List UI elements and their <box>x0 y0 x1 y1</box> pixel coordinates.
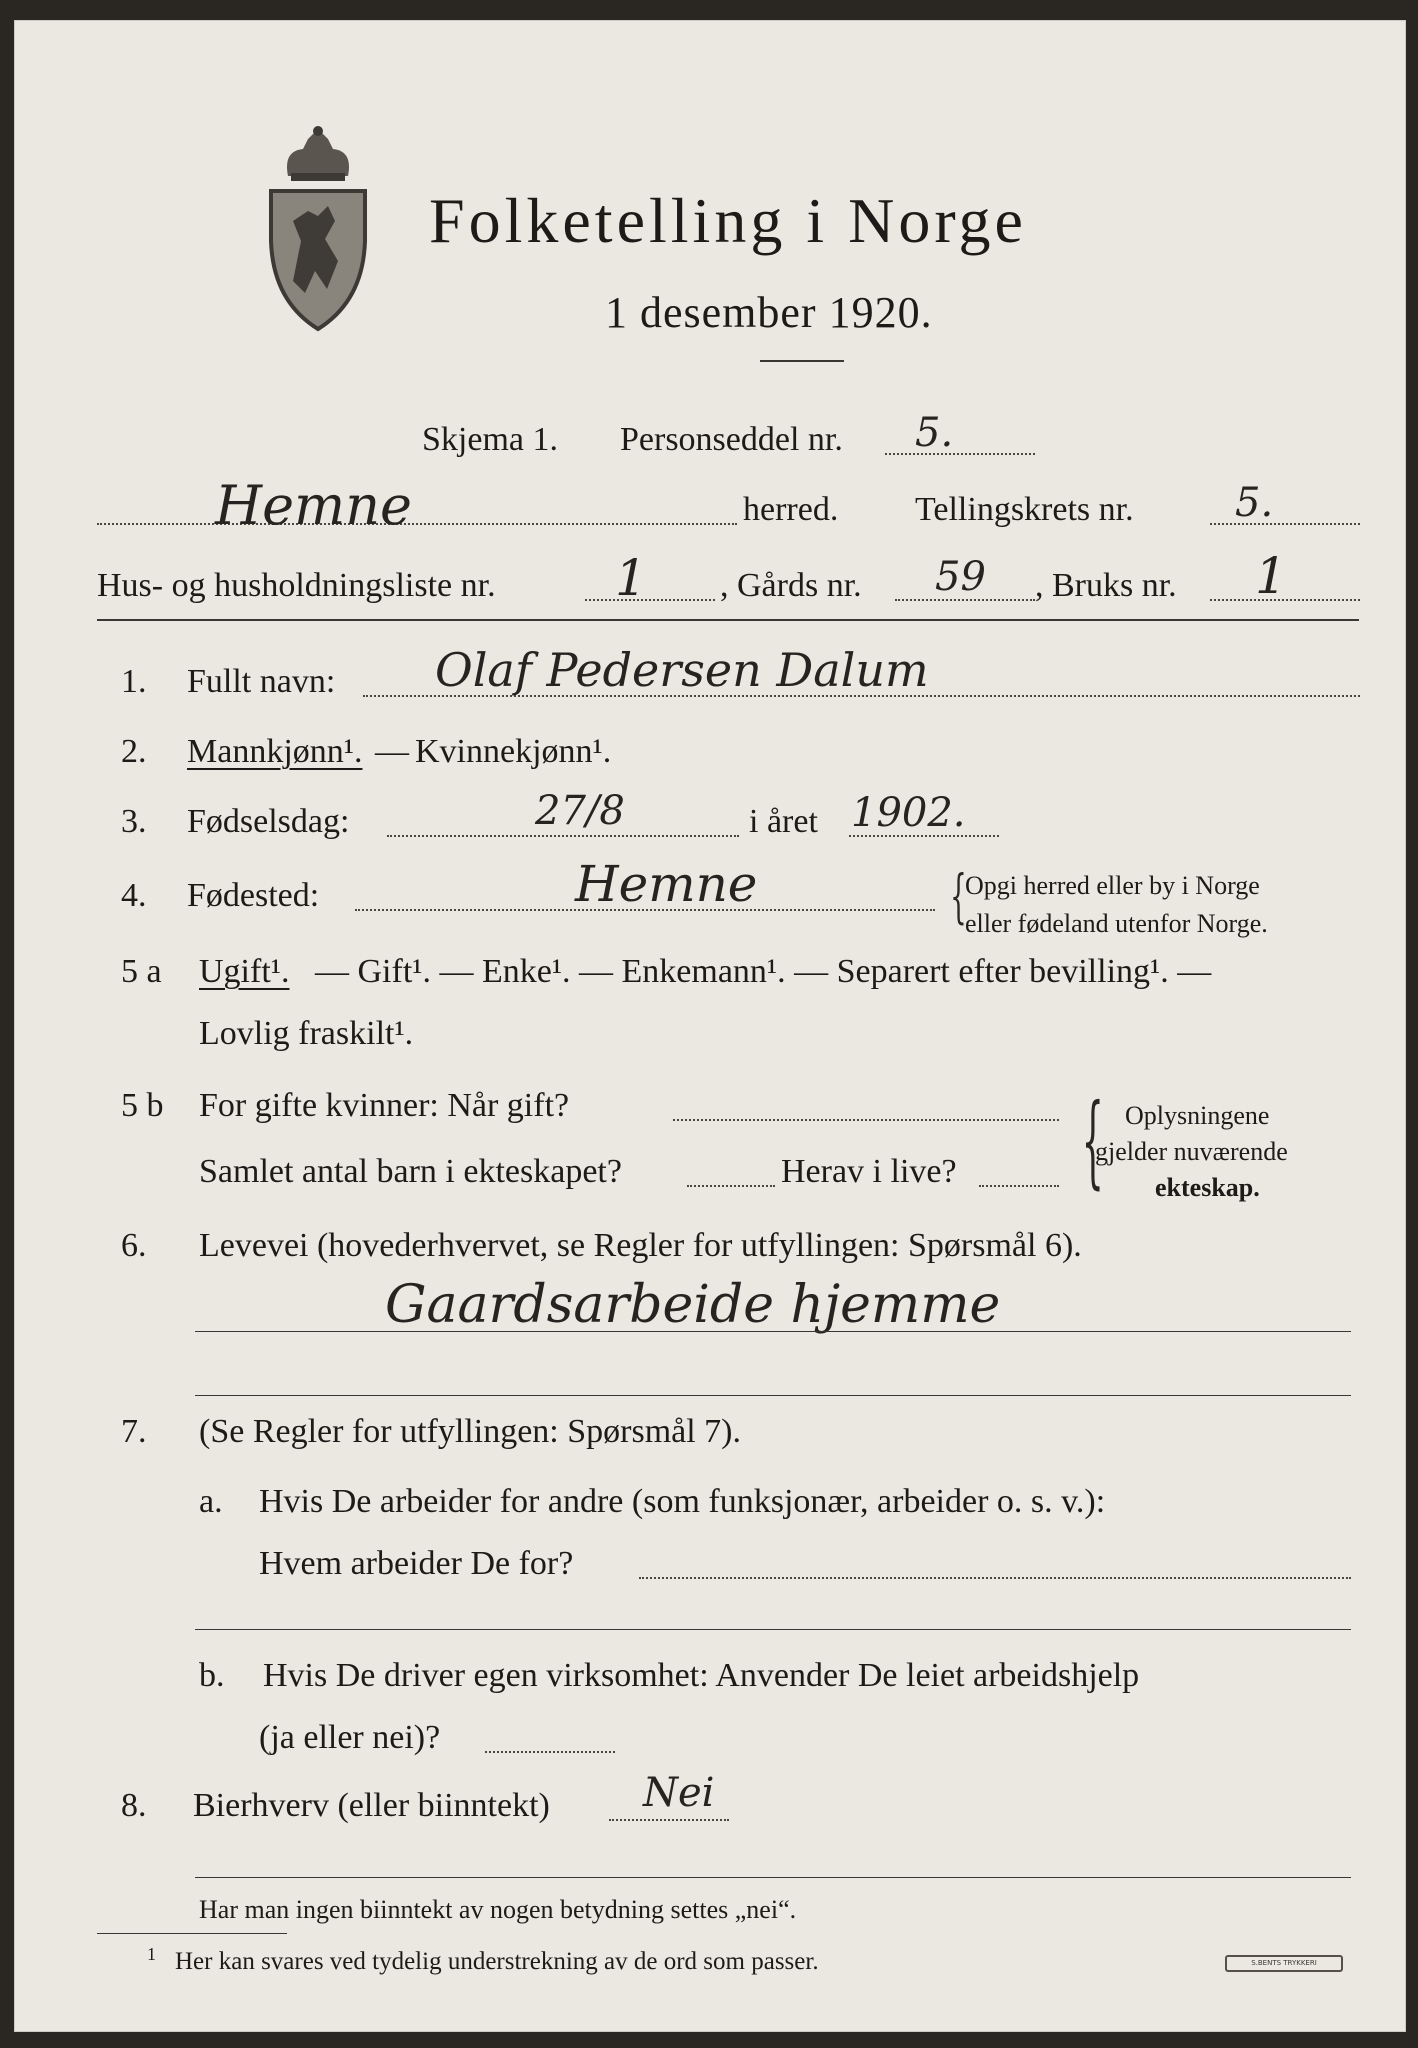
q3-label: Fødselsdag: <box>187 803 350 840</box>
q1-number: 1. <box>121 663 147 700</box>
footnote-divider <box>97 1933 287 1934</box>
q1-value: Olaf Pedersen Dalum <box>435 643 929 697</box>
q7b-field[interactable] <box>485 1751 615 1753</box>
header-divider <box>97 619 1359 621</box>
q8-answer-line[interactable] <box>195 1877 1351 1878</box>
q5b-note-line2: gjelder nuværende <box>1095 1137 1288 1166</box>
q5b-naar-gift-label: For gifte kvinner: Når gift? <box>199 1087 570 1124</box>
form-title: Folketelling i Norge <box>429 185 1027 256</box>
herred-value: Hemne <box>215 474 412 537</box>
q7a-field[interactable] <box>639 1577 1351 1579</box>
q8-number: 8. <box>121 1787 147 1824</box>
norwegian-coat-of-arms-icon <box>263 121 373 336</box>
hus-field[interactable] <box>585 599 715 601</box>
q5a-ugift-option[interactable]: Ugift¹. <box>199 953 290 990</box>
q5b-note-brace: { <box>1081 1082 1104 1199</box>
tellingskrets-field[interactable] <box>1210 523 1360 525</box>
q3-field[interactable] <box>387 835 739 837</box>
q5a-fraskilt-option[interactable]: Lovlig fraskilt¹. <box>199 1015 414 1052</box>
q5a-other-options[interactable]: — Gift¹. — Enke¹. — Enkemann¹. — Separert efter bevilling¹. — <box>315 953 1212 990</box>
q8-value: Nei <box>643 1770 715 1816</box>
q7-number: 7. <box>121 1413 147 1450</box>
q4-note-line1: Opgi herred eller by i Norge <box>965 871 1260 900</box>
q3-number: 3. <box>121 803 147 840</box>
q2-female-option[interactable]: Kvinnekjønn¹. <box>415 733 612 770</box>
herred-label: herred. <box>743 491 839 528</box>
footnote-text: Her kan svares ved tydelig understrekning av de ord som passer. <box>175 1948 819 1975</box>
q4-number: 4. <box>121 877 147 914</box>
q7-label: (Se Regler for utfyllingen: Spørsmål 7). <box>199 1413 742 1450</box>
q5a-number: 5 a <box>121 953 162 990</box>
bruks-label: , Bruks nr. <box>1035 567 1177 604</box>
q5b-number: 5 b <box>121 1087 164 1124</box>
q6-answer-line-2[interactable] <box>195 1395 1351 1396</box>
q6-value: Gaardsarbeide hjemme <box>385 1275 1001 1335</box>
q4-label: Fødested: <box>187 877 320 914</box>
q5b-note-line3: ekteskap. <box>1155 1173 1260 1202</box>
footnote-mark: 1 <box>147 1944 156 1964</box>
q7b-line1: Hvis De driver egen virksomhet: Anvender De leiet arbeidshjelp <box>263 1657 1140 1694</box>
tellingskrets-value: 5. <box>1235 480 1274 526</box>
q7a-answer-line[interactable] <box>195 1629 1351 1630</box>
q7b-letter: b. <box>199 1657 225 1694</box>
personseddel-value: 5. <box>915 410 954 456</box>
q4-value: Hemne <box>575 855 758 913</box>
hus-label: Hus- og husholdningsliste nr. <box>97 567 496 604</box>
q5b-barn-label: Samlet antal barn i ekteskapet? <box>199 1153 622 1190</box>
q3-value: 27/8 <box>535 788 625 834</box>
q7a-line1: Hvis De arbeider for andre (som funksjonær, arbeider o. s. v.): <box>259 1483 1106 1520</box>
personseddel-label: Personseddel nr. <box>620 421 843 458</box>
q1-label: Fullt navn: <box>187 663 336 700</box>
q4-note-line2: eller fødeland utenfor Norge. <box>965 909 1268 938</box>
note-nei: Har man ingen biinntekt av nogen betydning settes „nei“. <box>199 1895 797 1924</box>
form-date: 1 desember 1920. <box>605 288 933 337</box>
printer-stamp: S.BENTS TRYKKERI <box>1225 1955 1343 1972</box>
bruks-value: 1 <box>1255 547 1287 605</box>
q5b-naar-gift-field[interactable] <box>673 1119 1059 1121</box>
q2-number: 2. <box>121 733 147 770</box>
q8-field[interactable] <box>609 1819 729 1821</box>
census-form-page <box>14 20 1406 2032</box>
q6-answer-line-1[interactable] <box>195 1331 1351 1332</box>
q5b-i-live-field[interactable] <box>979 1185 1059 1187</box>
gards-label: , Gårds nr. <box>720 567 862 604</box>
q5b-barn-field[interactable] <box>687 1185 775 1187</box>
q4-note-brace: { <box>950 862 967 930</box>
q2-separator: — <box>375 733 409 770</box>
q6-number: 6. <box>121 1227 147 1264</box>
q5b-i-live-label: Herav i live? <box>781 1153 957 1190</box>
q3-year-label: i året <box>749 803 818 840</box>
q6-label: Levevei (hovederhvervet, se Regler for utfyllingen: Spørsmål 6). <box>199 1227 1082 1264</box>
q2-male-option[interactable]: Mannkjønn¹. <box>187 733 363 770</box>
gards-value: 59 <box>935 554 986 600</box>
personseddel-field[interactable] <box>885 453 1035 455</box>
q3-year-value: 1902. <box>851 790 966 836</box>
q8-label: Bierhverv (eller biinntekt) <box>193 1787 550 1824</box>
q7b-line2: (ja eller nei)? <box>259 1719 441 1756</box>
title-divider <box>760 360 844 362</box>
herred-field[interactable] <box>97 523 737 525</box>
q7a-line2: Hvem arbeider De for? <box>259 1545 574 1582</box>
q7a-letter: a. <box>199 1483 223 1520</box>
skjema-label: Skjema 1. <box>422 421 558 458</box>
hus-value: 1 <box>615 549 647 607</box>
q5b-note-line1: Oplysningene <box>1125 1101 1270 1130</box>
tellingskrets-label: Tellingskrets nr. <box>915 491 1134 528</box>
